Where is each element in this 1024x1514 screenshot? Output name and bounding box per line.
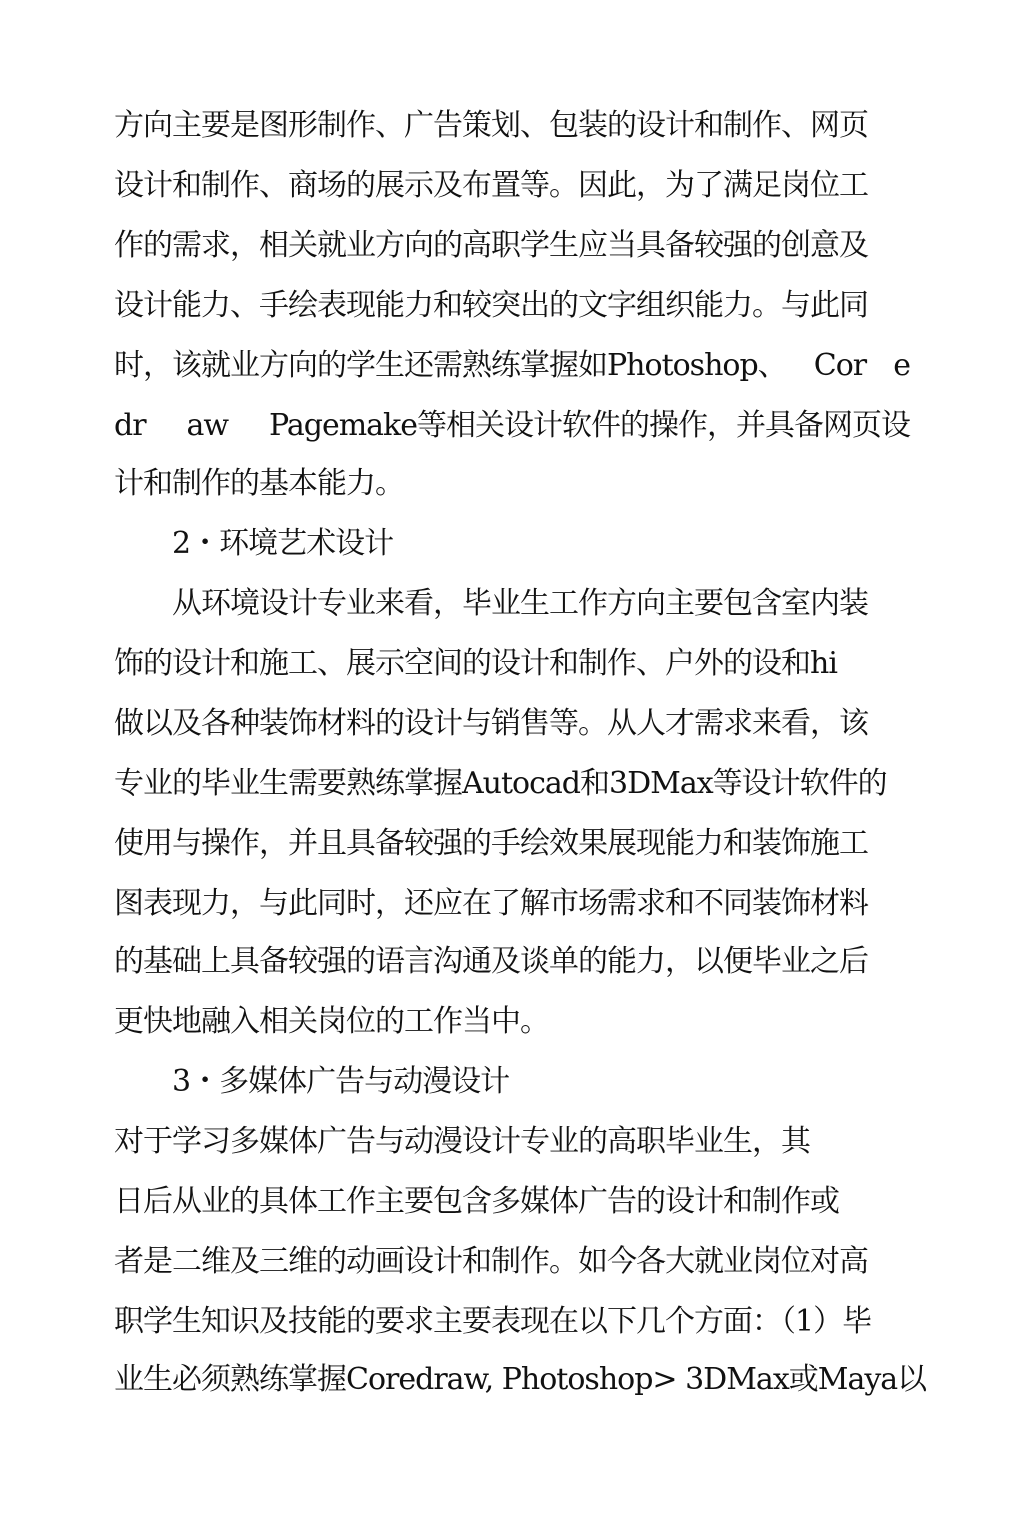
text-line bbox=[114, 346, 910, 386]
text-line: 业生必须熟练掌握Coredraw, Photoshop> 3DMax或Maya以 bbox=[114, 1362, 927, 1397]
text-line: 计和制作的基本能力。 bbox=[114, 466, 404, 501]
text-line: 方向主要是图形制作、广告策划、包装的设计和制作、网页 bbox=[114, 108, 868, 143]
text-line: 日后从业的具体工作主要包含多媒体广告的设计和制作或 bbox=[114, 1184, 839, 1219]
text-line bbox=[114, 406, 910, 446]
section-heading: 2・环境艺术设计 bbox=[172, 526, 394, 561]
text-line: 的基础上具备较强的语言沟通及谈单的能力，以便毕业之后 bbox=[114, 944, 868, 979]
text-line: 设计和制作、商场的展示及布置等。因此，为了满足岗位工 bbox=[114, 168, 868, 203]
text-segment: Pagemake等相关设计软件的操作，并具备网页设 bbox=[269, 408, 910, 443]
text-segment: Cor bbox=[813, 348, 867, 383]
text-line: 职学生知识及技能的要求主要表现在以下几个方面：（1）毕 bbox=[114, 1304, 872, 1339]
text-segment: e bbox=[893, 348, 910, 383]
text-line: 更快地融入相关岗位的工作当中。 bbox=[114, 1004, 549, 1039]
text-segment: 时，该就业方向的学生还需熟练掌握如Photoshop、 bbox=[114, 348, 787, 383]
text-line: 设计能力、手绘表现能力和较突出的文字组织能力。与此同 bbox=[114, 288, 868, 323]
text-line: 从环境设计专业来看，毕业生工作方向主要包含室内装 bbox=[172, 586, 868, 621]
text-line: 者是二维及三维的动画设计和制作。如今各大就业岗位对高 bbox=[114, 1244, 868, 1279]
text-line: 作的需求，相关就业方向的高职学生应当具备较强的创意及 bbox=[114, 228, 868, 263]
text-line: 专业的毕业生需要熟练掌握Autocad和3DMax等设计软件的 bbox=[114, 766, 887, 801]
text-segment: aw bbox=[186, 408, 229, 443]
text-line: 使用与操作，并且具备较强的手绘效果展现能力和装饰施工 bbox=[114, 826, 868, 861]
text-line: 做以及各种装饰材料的设计与销售等。从人才需求来看，该 bbox=[114, 706, 868, 741]
text-line: 饰的设计和施工、展示空间的设计和制作、户外的设和hi bbox=[114, 646, 837, 681]
text-line: 对于学习多媒体广告与动漫设计专业的高职毕业生，其 bbox=[114, 1124, 810, 1159]
text-line: 图表现力，与此同时，还应在了解市场需求和不同装饰材料 bbox=[114, 886, 868, 921]
text-segment: dr bbox=[114, 408, 146, 443]
section-heading: 3・多媒体广告与动漫设计 bbox=[172, 1064, 510, 1099]
